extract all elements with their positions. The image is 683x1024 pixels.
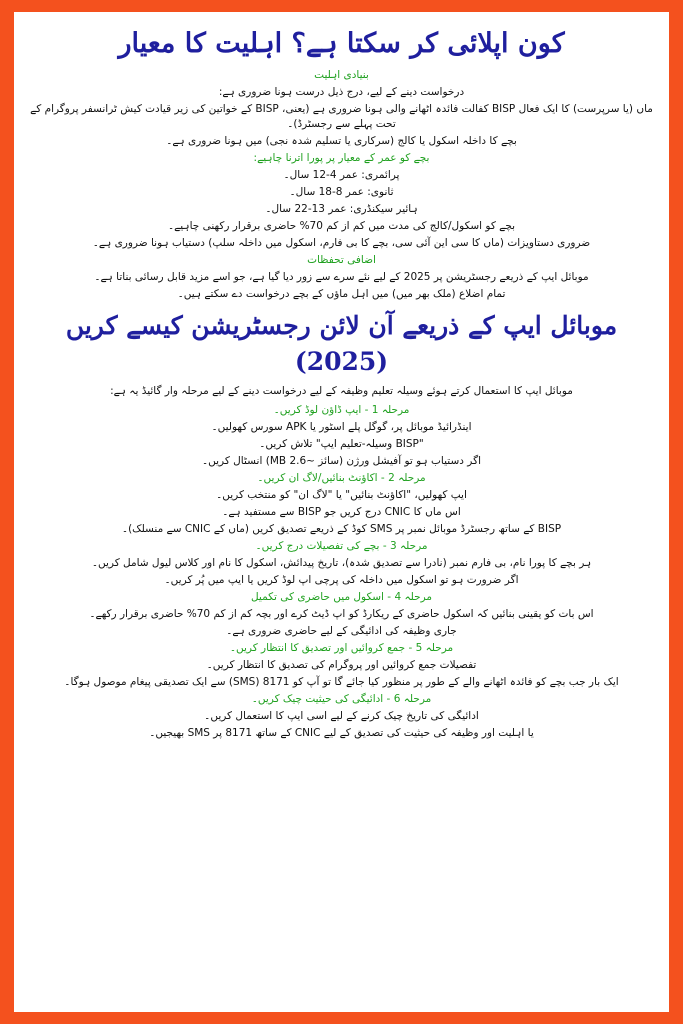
section-paragraph: بچے کو اسکول/کالج کی مدت میں کم از کم 70% حاضری برقرار رکھنی چاہیے۔ [167,220,516,232]
section-paragraph: ہائیر سیکنڈری: عمر 13-22 سال۔ [265,203,418,215]
step-paragraph: تفصیلات جمع کروائیں اور پروگرام کی تصدیق کا انتظار کریں۔ [206,659,477,671]
step-paragraph: اگر دستیاب ہو تو آفیشل ورژن (سائز ~2.6 MB) انسٹال کریں۔ [201,455,481,467]
section-paragraph: موبائل ایپ کے ذریعے رجسٹریشن پر 2025 کے لیے نئے سرے سے زور دیا گیا ہے، جو اسے مزید قابل رسائی بناتا ہے۔ [94,271,589,283]
step-paragraph: "BISP وسیلہ-تعلیم ایپ" تلاش کریں۔ [259,438,424,450]
section-paragraph: ماں (یا سرپرست) کا ایک فعال BISP کفالت فائدہ اٹھانے والی ہونا ضروری ہے (یعنی، BISP کے خواتین کی زیر قیادت کیش ٹرانسفر پروگرام کے تحت پہلے سے رجسٹرڈ)۔ [30,103,653,130]
step-paragraph: اس ماں کا CNIC درج کریں جو BISP سے مستفید ہے۔ [222,506,461,518]
step-paragraph: BISP کے ساتھ رجسٹرڈ موبائل نمبر پر SMS کوڈ کے ذریعے تصدیق کریں (ماں کے CNIC سے منسلک)۔ [121,523,562,535]
article-page [14,12,669,1012]
registration-title: موبائل ایپ کے ذریعے آن لائن رجسٹریشن کیسے کریں (2025) [65,311,618,376]
step-heading: مرحلہ 1 - ایپ ڈاؤن لوڈ کریں۔ [273,404,410,416]
step-paragraph: اگر ضرورت ہو تو اسکول میں داخلہ کی پرچی اپ لوڈ کریں یا ایپ میں پُر کریں۔ [164,574,519,586]
step-paragraph: ادائیگی کی تاریخ چیک کرنے کے لیے اسی ایپ کا استعمال کریں۔ [204,710,479,722]
step-paragraph: ہر بچے کا پورا نام، بی فارم نمبر (نادرا سے تصدیق شدہ)، تاریخ پیدائش، اسکول کا نام اور کلاس لیول شامل کریں۔ [91,557,592,569]
step-paragraph: جاری وظیفہ کی ادائیگی کے لیے حاضری ضروری ہے۔ [226,625,457,637]
step-heading: مرحلہ 4 - اسکول میں حاضری کی تکمیل [250,591,432,603]
step-heading: مرحلہ 6 - ادائیگی کی حیثیت چیک کریں۔ [251,693,432,705]
section-paragraph: درخواست دینے کے لیے، درج ذیل درست ہونا ضروری ہے: [218,86,465,98]
section-paragraph: ثانوی: عمر 8-18 سال۔ [289,186,394,198]
step-heading: مرحلہ 5 - جمع کروائیں اور تصدیق کا انتظار کریں۔ [229,642,454,654]
step-paragraph: ایک بار جب بچے کو فائدہ اٹھانے والے کے طور پر منظور کیا جائے گا تو آپ کو 8171 (SMS) سے ایک تصدیقی پیغام موصول ہوگا۔ [64,676,619,688]
section-subheading: بچے کو عمر کے معیار پر پورا اترنا چاہیے: [253,152,430,164]
section-subheading: بنیادی اہلیت [314,69,369,81]
step-heading: مرحلہ 3 - بچے کی تفصیلات درج کریں۔ [255,540,428,552]
section-paragraph: تمام اضلاع (ملک بھر میں) میں اہل ماؤں کے بچے درخواست دے سکتے ہیں۔ [177,288,506,300]
step-paragraph: اس بات کو یقینی بنائیں کہ اسکول حاضری کے ریکارڈ کو اپ ڈیٹ کرے اور بچہ کم از کم 70% حاضری برقرار رکھے۔ [89,608,594,620]
step-paragraph: یا اہلیت اور وظیفہ کی حیثیت کی تصدیق کے لیے CNIC کے ساتھ 8171 پر SMS بھیجیں۔ [149,727,534,739]
section-paragraph: ضروری دستاویزات (ماں کا سی این آئی سی، بچے کا بی فارم، اسکول میں داخلہ سلپ) دستیاب ہونا ضروری ہے۔ [92,237,591,249]
section-paragraph: بچے کا داخلہ اسکول یا کالج (سرکاری یا تسلیم شدہ نجی) میں ہونا ضروری ہے۔ [166,135,517,147]
section-paragraph: پرائمری: عمر 4-12 سال۔ [283,169,400,181]
step-paragraph: اینڈرائیڈ موبائل پر، گوگل پلے اسٹور یا APK سورس کھولیں۔ [211,421,472,433]
step-heading: مرحلہ 2 - اکاؤنٹ بنائیں/لاگ ان کریں۔ [257,472,426,484]
eligibility-section [30,68,653,302]
registration-intro: موبائل ایپ کا استعمال کرتے ہوئے وسیلہ تعلیم وظیفہ کے لیے درخواست دینے کے لیے مرحلہ وار گائیڈ یہ ہے: [110,385,573,397]
section-subheading: اضافی تحفظات [307,254,376,266]
page-title: کون اپلائی کر سکتا ہے؟ اہلیت کا معیار [118,28,565,59]
step-paragraph: ایپ کھولیں، "اکاؤنٹ بنائیں" یا "لاگ ان" کو منتخب کریں۔ [216,489,467,501]
registration-steps [30,403,653,741]
